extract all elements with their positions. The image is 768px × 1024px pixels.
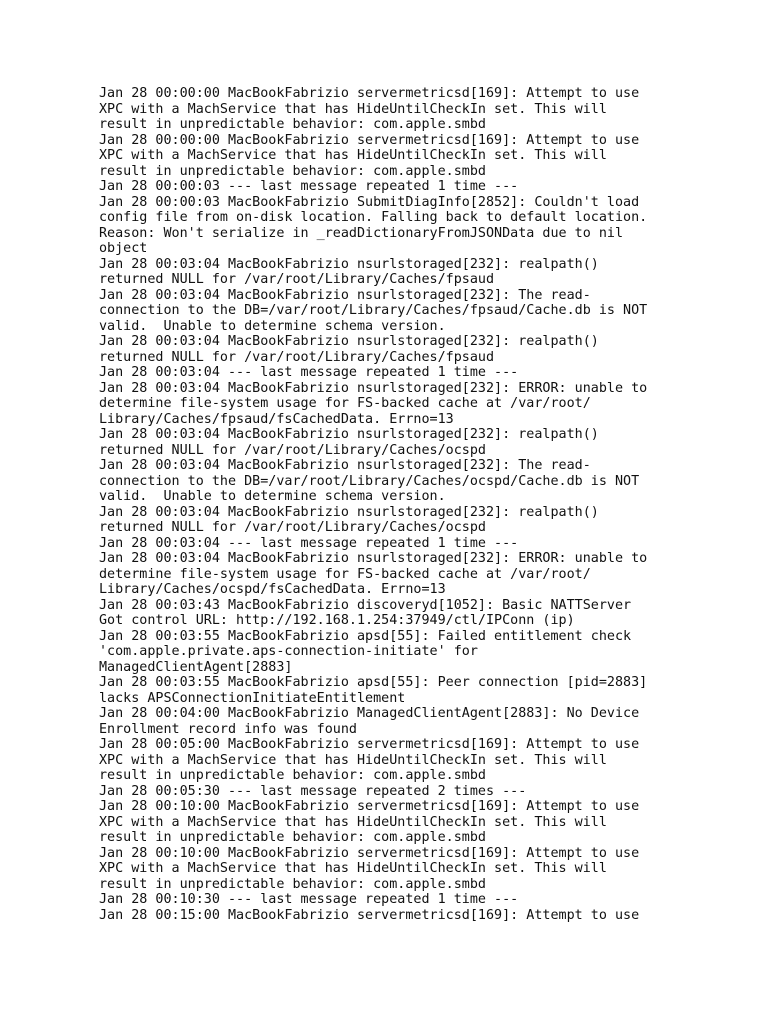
log-line: Jan 28 00:15:00 MacBookFabrizio servermetricsd[169]: Attempt to use <box>99 907 640 923</box>
log-line: Jan 28 00:03:04 MacBookFabrizio nsurlstoraged[232]: realpath() <box>99 256 599 272</box>
log-line: config file from on-disk location. Falling back to default location. <box>99 210 648 225</box>
log-line: XPC with a MachService that has HideUntilCheckIn set. This will <box>99 101 607 117</box>
log-line: lacks APSConnectionInitiateEntitlement <box>99 690 406 706</box>
log-line: Jan 28 00:10:00 MacBookFabrizio servermetricsd[169]: Attempt to use <box>99 845 640 861</box>
log-line: Jan 28 00:03:55 MacBookFabrizio apsd[55]: Failed entitlement check <box>99 628 632 644</box>
log-line: Jan 28 00:00:03 --- last message repeated 1 time --- <box>99 179 519 194</box>
log-line: result in unpredictable behavior: com.apple.smbd <box>99 876 486 892</box>
log-line: connection to the DB=/var/root/Library/Caches/fpsaud/Cache.db is NOT <box>99 303 648 318</box>
log-line: Jan 28 00:03:04 MacBookFabrizio nsurlstoraged[232]: ERROR: unable to <box>99 551 648 566</box>
log-line: Reason: Won't serialize in _readDictionaryFromJSONData due to nil <box>99 225 624 241</box>
log-line: determine file-system usage for FS-backed cache at /var/root/ <box>99 396 591 411</box>
log-line: Jan 28 00:05:30 --- last message repeated 2 times --- <box>99 783 527 799</box>
log-text-body <box>99 86 699 923</box>
log-line: result in unpredictable behavior: com.apple.smbd <box>99 163 486 179</box>
log-line: 'com.apple.private.aps-connection-initiate' for <box>99 644 478 659</box>
log-line: Jan 28 00:03:43 MacBookFabrizio discoveryd[1052]: Basic NATTServer <box>99 597 632 613</box>
log-line: Jan 28 00:05:00 MacBookFabrizio servermetricsd[169]: Attempt to use <box>99 737 640 752</box>
log-line: XPC with a MachService that has HideUntilCheckIn set. This will <box>99 814 607 830</box>
log-line: Jan 28 00:03:55 MacBookFabrizio apsd[55]: Peer connection [pid=2883] <box>99 675 648 690</box>
log-line: connection to the DB=/var/root/Library/Caches/ocspd/Cache.db is NOT <box>99 473 640 489</box>
log-line: Jan 28 00:03:04 MacBookFabrizio nsurlstoraged[232]: realpath() <box>99 427 599 442</box>
log-line: Jan 28 00:03:04 MacBookFabrizio nsurlstoraged[232]: ERROR: unable to <box>99 380 648 396</box>
log-line: object <box>99 241 148 256</box>
log-line: Jan 28 00:03:04 MacBookFabrizio nsurlstoraged[232]: realpath() <box>99 504 599 520</box>
log-line: XPC with a MachService that has HideUntilCheckIn set. This will <box>99 148 607 163</box>
log-line: result in unpredictable behavior: com.apple.smbd <box>99 117 486 132</box>
log-line: returned NULL for /var/root/Library/Caches/fpsaud <box>99 349 495 365</box>
log-line: Jan 28 00:10:00 MacBookFabrizio servermetricsd[169]: Attempt to use <box>99 799 640 814</box>
log-line: Jan 28 00:00:00 MacBookFabrizio servermetricsd[169]: Attempt to use <box>99 132 640 148</box>
log-line: Jan 28 00:04:00 MacBookFabrizio ManagedClientAgent[2883]: No Device <box>99 706 640 721</box>
log-line: Jan 28 00:03:04 MacBookFabrizio nsurlstoraged[232]: realpath() <box>99 334 599 349</box>
log-line: Jan 28 00:00:03 MacBookFabrizio SubmitDiagInfo[2852]: Couldn't load <box>99 194 640 210</box>
log-line: Jan 28 00:03:04 --- last message repeated 1 time --- <box>99 535 519 551</box>
log-line: Library/Caches/fpsaud/fsCachedData. Errno=13 <box>99 411 454 427</box>
log-line: result in unpredictable behavior: com.apple.smbd <box>99 768 486 783</box>
log-line: Jan 28 00:10:30 --- last message repeated 1 time --- <box>99 892 519 907</box>
log-line: Got control URL: http://192.168.1.254:37949/ctl/IPConn (ip) <box>99 613 575 628</box>
log-line: determine file-system usage for FS-backed cache at /var/root/ <box>99 566 591 582</box>
log-line: returned NULL for /var/root/Library/Caches/ocspd <box>99 442 486 458</box>
log-line: valid. Unable to determine schema version. <box>99 489 446 504</box>
log-line: XPC with a MachService that has HideUntilCheckIn set. This will <box>99 752 607 768</box>
log-line: valid. Unable to determine schema version. <box>99 318 446 334</box>
log-line: Jan 28 00:03:04 --- last message repeated 1 time --- <box>99 365 519 380</box>
log-line: Jan 28 00:03:04 MacBookFabrizio nsurlstoraged[232]: The read- <box>99 458 591 473</box>
log-line: Jan 28 00:00:00 MacBookFabrizio servermetricsd[169]: Attempt to use <box>99 86 640 101</box>
log-line: ManagedClientAgent[2883] <box>99 659 293 675</box>
log-line: returned NULL for /var/root/Library/Caches/fpsaud <box>99 272 495 287</box>
log-line: Jan 28 00:03:04 MacBookFabrizio nsurlstoraged[232]: The read- <box>99 287 591 303</box>
log-line: result in unpredictable behavior: com.apple.smbd <box>99 830 486 845</box>
log-line: returned NULL for /var/root/Library/Caches/ocspd <box>99 520 486 535</box>
log-line: Library/Caches/ocspd/fsCachedData. Errno=13 <box>99 582 446 597</box>
log-line: XPC with a MachService that has HideUntilCheckIn set. This will <box>99 861 607 876</box>
log-line: Enrollment record info was found <box>99 721 357 737</box>
